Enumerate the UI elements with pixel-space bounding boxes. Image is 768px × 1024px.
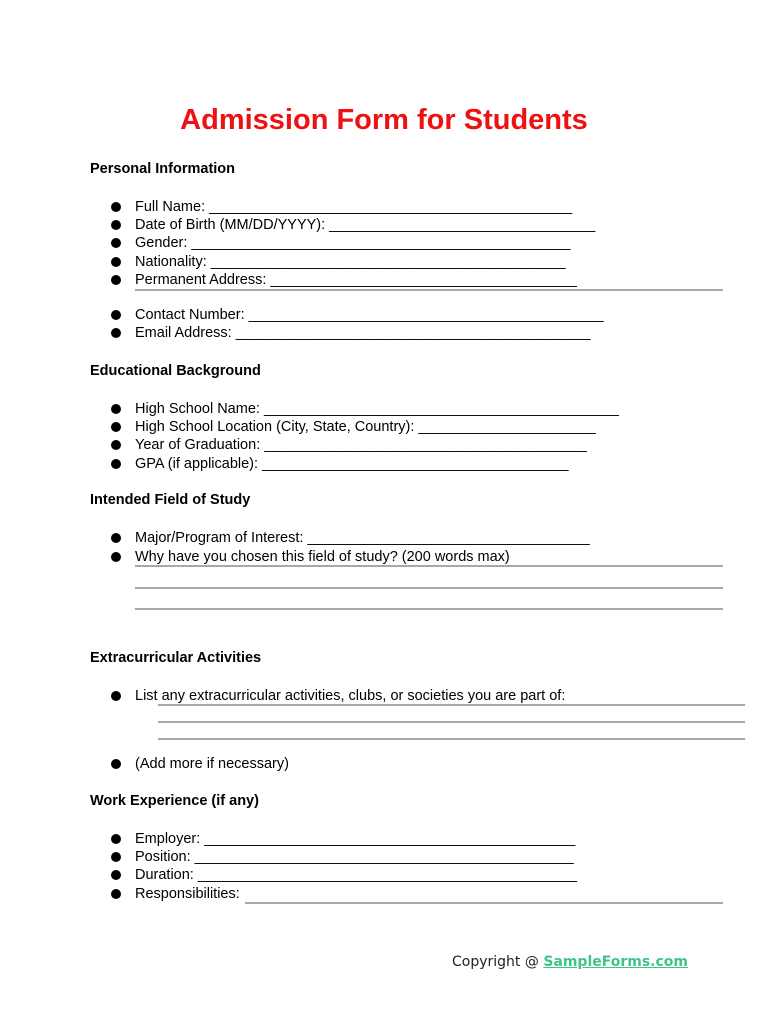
bullet-icon <box>111 691 121 701</box>
field-label: Email Address: ____________________________________________ <box>135 325 591 341</box>
bullet-icon <box>111 257 121 267</box>
field-label: Nationality: ____________________________________________ <box>135 254 566 270</box>
field-contact-number[interactable] <box>111 306 603 324</box>
bullet-icon <box>111 310 121 320</box>
bullet-icon <box>111 852 121 862</box>
field-label: Date of Birth (MM/DD/YYYY): _________________________________ <box>135 217 596 233</box>
field-label: High School Location (City, State, Country): ______________________ <box>135 419 596 435</box>
answer-line[interactable] <box>158 704 745 706</box>
brand-link[interactable]: SampleForms.com <box>543 954 689 970</box>
field-label: Position: _______________________________________________ <box>135 849 574 865</box>
field-why-this-field <box>111 548 510 566</box>
section-heading-personal: Personal Information <box>90 161 236 177</box>
form-title: Admission Form for Students <box>180 104 588 136</box>
field-label: Permanent Address: ______________________________________ <box>135 272 577 288</box>
bullet-icon <box>111 202 121 212</box>
field-label: Responsibilities: <box>135 886 240 902</box>
answer-line[interactable] <box>158 738 745 740</box>
section-heading-work: Work Experience (if any) <box>90 793 259 809</box>
section-heading-study: Intended Field of Study <box>90 492 251 508</box>
bullet-icon <box>111 552 121 562</box>
field-duration[interactable] <box>111 866 577 884</box>
address-continuation-line[interactable] <box>135 289 723 291</box>
field-position[interactable] <box>111 848 574 866</box>
section-heading-education: Educational Background <box>90 363 261 379</box>
field-gender[interactable] <box>111 234 570 252</box>
bullet-icon <box>111 440 121 450</box>
bullet-icon <box>111 238 121 248</box>
field-label: High School Name: ____________________________________________ <box>135 401 619 417</box>
bullet-icon <box>111 759 121 769</box>
copyright-prefix: Copyright @ <box>452 954 544 970</box>
field-label: (Add more if necessary) <box>135 756 289 772</box>
field-email-address[interactable] <box>111 324 591 342</box>
bullet-icon <box>111 404 121 414</box>
section-heading-extracurricular: Extracurricular Activities <box>90 650 262 666</box>
bullet-icon <box>111 220 121 230</box>
field-label: Duration: _______________________________________________ <box>135 867 577 883</box>
bullet-icon <box>111 834 121 844</box>
answer-line[interactable] <box>135 565 723 567</box>
bullet-icon <box>111 422 121 432</box>
field-permanent-address[interactable] <box>111 271 577 289</box>
field-activities-list <box>111 687 565 705</box>
answer-line[interactable] <box>245 902 723 904</box>
field-label: Gender: _______________________________________________ <box>135 235 571 251</box>
field-responsibilities <box>111 885 240 903</box>
field-label: Major/Program of Interest: ___________________________________ <box>135 530 590 546</box>
field-date-of-birth[interactable] <box>111 216 595 234</box>
bullet-icon <box>111 328 121 338</box>
field-label: Why have you chosen this field of study? (200 words max) <box>135 549 510 565</box>
bullet-icon <box>111 275 121 285</box>
field-major-program[interactable] <box>111 529 590 547</box>
answer-line[interactable] <box>135 587 723 589</box>
field-full-name[interactable] <box>111 198 572 216</box>
bullet-icon <box>111 870 121 880</box>
field-label: Year of Graduation: ________________________________________ <box>135 437 587 453</box>
field-label: List any extracurricular activities, clubs, or societies you are part of: <box>135 688 566 704</box>
add-more-note <box>111 755 289 773</box>
copyright-footer <box>452 954 688 970</box>
field-gpa[interactable] <box>111 455 569 473</box>
field-label: Employer: ______________________________________________ <box>135 831 576 847</box>
field-label: GPA (if applicable): ______________________________________ <box>135 456 569 472</box>
bullet-icon <box>111 533 121 543</box>
field-label: Contact Number: ____________________________________________ <box>135 307 604 323</box>
answer-line[interactable] <box>135 608 723 610</box>
field-nationality[interactable] <box>111 253 566 271</box>
field-year-of-graduation[interactable] <box>111 436 587 454</box>
field-high-school-name[interactable] <box>111 400 619 418</box>
field-label: Full Name: _____________________________________________ <box>135 199 573 215</box>
field-high-school-location[interactable] <box>111 418 596 436</box>
answer-line[interactable] <box>158 721 745 723</box>
bullet-icon <box>111 889 121 899</box>
field-employer[interactable] <box>111 830 575 848</box>
bullet-icon <box>111 459 121 469</box>
